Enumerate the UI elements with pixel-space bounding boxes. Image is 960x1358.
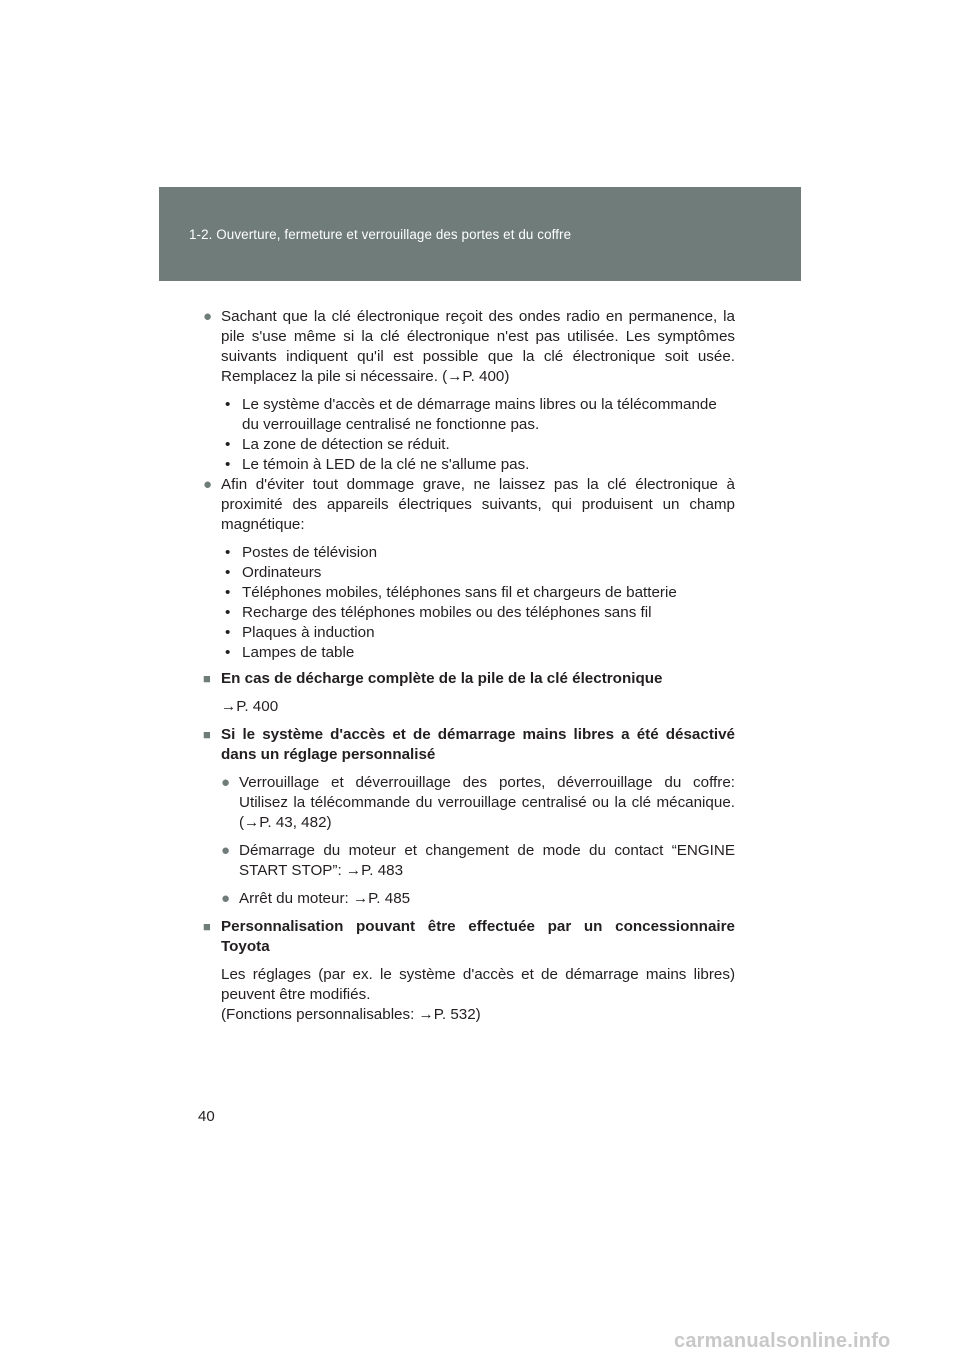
sub-bullet-icon: • [225, 396, 231, 413]
list-item: • Lampes de table [225, 644, 355, 661]
sub-bullet-icon: • [225, 624, 231, 641]
square-marker-icon: ■ [203, 671, 211, 686]
page-number: 40 [198, 1108, 215, 1125]
list-item: • Le système d'accès et de démarrage mains libres ou la télécommande du verrouillage centralisé ne fonctionne pas. [225, 396, 717, 433]
sub-bullet-icon: • [225, 584, 231, 601]
bullet-text: Sachant que la clé électronique reçoit des ondes radio en permanence, la pile s'use même si la clé électronique n'est pas utilisée. Les symptômes suivants indiquent qu'il est possible que la clé électronique soit usée. Remplacez la pile si nécessaire. (→P. 400) [221, 308, 735, 385]
sub-bullet-icon: • [225, 564, 231, 581]
bullet-magnetic-field [203, 475, 735, 535]
list-item: • La zone de détection se réduit. [225, 436, 450, 453]
square-marker-icon: ■ [203, 727, 211, 742]
bullet-icon: ● [221, 842, 231, 859]
page-content [203, 307, 735, 1025]
list-item: • Postes de télévision [225, 544, 378, 561]
disabled-instructions [203, 773, 735, 909]
page-reference: →P. 400 [221, 698, 279, 715]
list-item: • Le témoin à LED de la clé ne s'allume pas. [225, 456, 530, 473]
sub-bullet-icon: • [225, 644, 231, 661]
sub-bullet-icon: • [225, 604, 231, 621]
section-heading-customization: ■ Personnalisation pouvant être effectuée par un concessionnaire Toyota [203, 918, 735, 955]
symptom-list [203, 395, 735, 475]
section-title: 1-2. Ouverture, fermeture et verrouillage des portes et du coffre [189, 227, 572, 242]
square-marker-icon: ■ [203, 919, 211, 934]
bullet-engine-start: ● Démarrage du moteur et changement de mode du contact “ENGINE START STOP”: →P. 483 [221, 842, 735, 879]
section-heading-system-disabled: ■ Si le système d'accès et de démarrage mains libres a été désactivé dans un réglage personnalisé [203, 726, 735, 763]
watermark: carmanualsonline.info [674, 1330, 891, 1352]
bullet-engine-stop: ● Arrêt du moteur: →P. 485 [221, 890, 411, 907]
sub-bullet-icon: • [225, 436, 231, 453]
bullet-text: Afin d'éviter tout dommage grave, ne laissez pas la clé électronique à proximité des appareils électriques suivants, qui produisent un champ magnétique: [221, 476, 735, 533]
section-heading-dead-battery: ■ En cas de décharge complète de la pile de la clé électronique [203, 670, 663, 687]
list-item: • Plaques à induction [225, 624, 375, 641]
list-item: • Recharge des téléphones mobiles ou des téléphones sans fil [225, 604, 652, 621]
list-item: • Téléphones mobiles, téléphones sans fil et chargeurs de batterie [225, 584, 677, 601]
list-item: • Ordinateurs [225, 564, 322, 581]
customization-text: Les réglages (par ex. le système d'accès et de démarrage mains libres) peuvent être modifiés. [221, 966, 735, 1003]
bullet-icon: ● [221, 890, 231, 907]
bullet-icon: ● [203, 308, 213, 325]
customization-reference: (Fonctions personnalisables: →P. 532) [221, 1006, 481, 1023]
sub-bullet-icon: • [225, 544, 231, 561]
bullet-lock-unlock: ● Verrouillage et déverrouillage des portes, déverrouillage du coffre: Utilisez la télécommande du verrouillage centralisé ou la clé mécanique. (→P. 43, 482) [221, 774, 735, 831]
bullet-icon: ● [221, 774, 231, 791]
bullet-battery-wear [203, 307, 735, 387]
section-header-band [159, 187, 801, 281]
appliance-list [203, 543, 735, 663]
bullet-icon: ● [203, 476, 213, 493]
sub-bullet-icon: • [225, 456, 231, 473]
